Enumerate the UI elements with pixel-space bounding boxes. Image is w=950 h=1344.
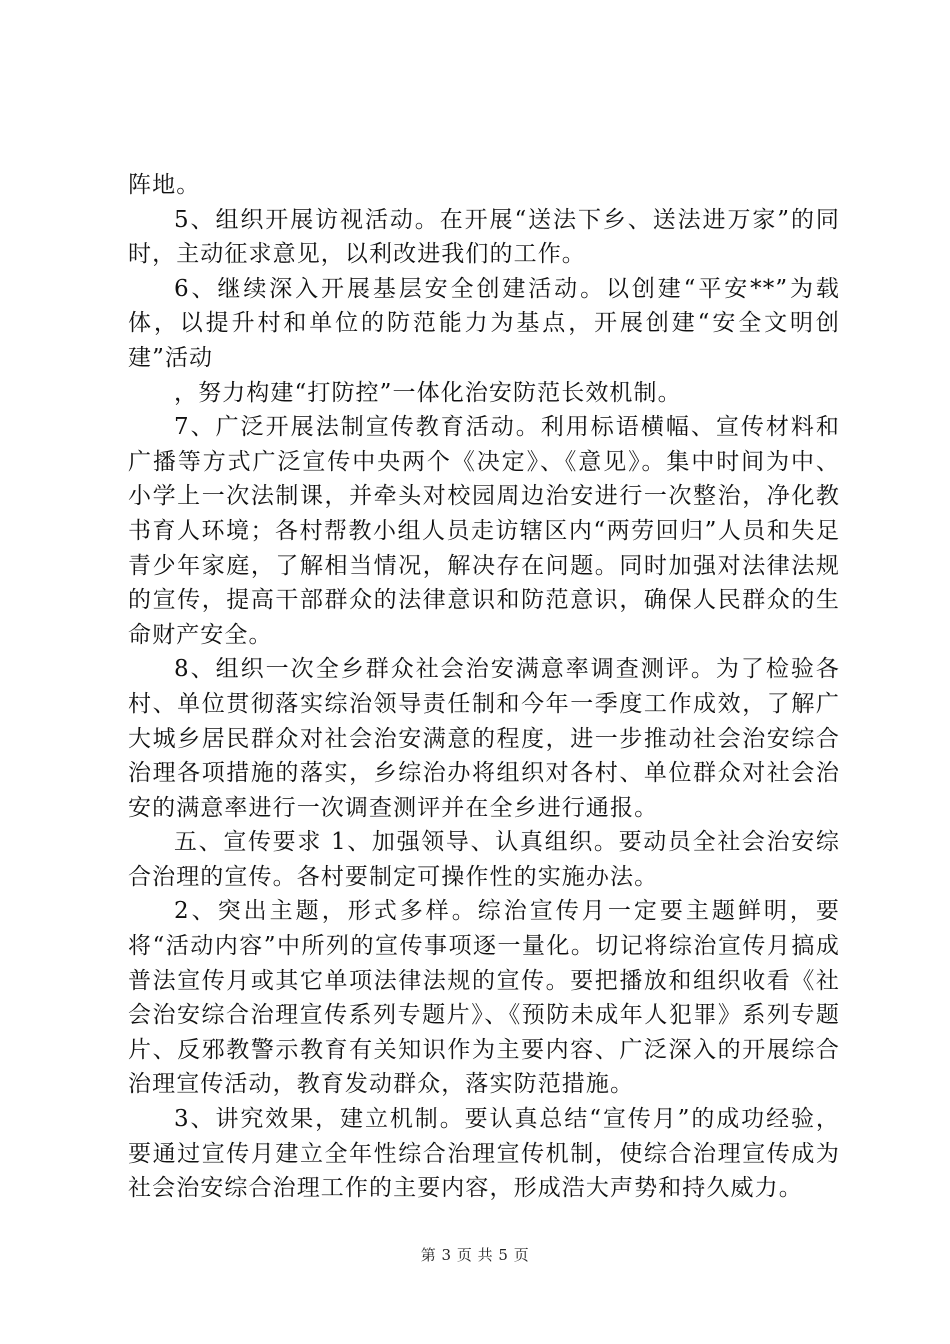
paragraph-5: 7、广泛开展法制宣传教育活动。利用标语横幅、宣传材料和广播等方式广泛宣传中央两个《决定》、《意见》。集中时间为中、小学上一次法制课，并牵头对校园周边治安进行一次整治，净化教书育人环境；各村帮教小组人员走访辖区内“两劳回归”人员和失足青少年家庭，了解相当情况，解决存在问题。同时加强对法律法规的宣传，提高干部群众的法律意识和防范意识，确保人民群众的生命财产安全。 <box>128 414 840 648</box>
paragraph-4: ，努力构建“打防控”一体化治安防范长效机制。 <box>174 379 682 406</box>
paragraph-2: 5、组织开展访视活动。在开展“送法下乡、送法进万家”的同时，主动征求意见，以利改进我们的工作。 <box>128 206 840 268</box>
paragraph-6: 8、组织一次全乡群众社会治安满意率调查测评。为了检验各村、单位贯彻落实综治领导责任制和今年一季度工作成效，了解广大城乡居民群众对社会治安满意的程度，进一步推动社会治安综合治理各项措施的落实，乡综治办将组织对各村、单位群众对社会治安的满意率进行一次调查测评并在全乡进行通报。 <box>128 656 840 821</box>
paragraph-7: 五、宣传要求 1、加强领导、认真组织。要动员全社会治安综合治理的宣传。各村要制定可操作性的实施办法。 <box>128 829 840 890</box>
paragraph-3: 6、继续深入开展基层安全创建活动。以创建“平安**”为载体，以提升村和单位的防范能力为基点，开展创建“安全文明创建”活动 <box>128 275 840 371</box>
paragraph-9: 3、讲究效果，建立机制。要认真总结“宣传月”的成功经验，要通过宣传月建立全年性综合治理宣传机制，使综合治理宣传成为社会治安综合治理工作的主要内容，形成浩大声势和持久威力。 <box>128 1106 840 1202</box>
paragraph-8: 2、突出主题，形式多样。综治宣传月一定要主题鲜明，要将“活动内容”中所列的宣传事项逐一量化。切记将综治宣传月搞成普法宣传月或其它单项法律法规的宣传。要把播放和组织收看《社会治安综合治理宣传系列专题片》、《预防未成年人犯罪》系列专题片、反邪教警示教育有关知识作为主要内容、广泛深入的开展综合治理宣传活动，教育发动群众，落实防范措施。 <box>128 898 840 1098</box>
document-body <box>128 168 840 1206</box>
page-footer: 第 3 页 共 5 页 <box>420 1246 530 1264</box>
paragraph-1: 阵地。 <box>128 172 201 198</box>
